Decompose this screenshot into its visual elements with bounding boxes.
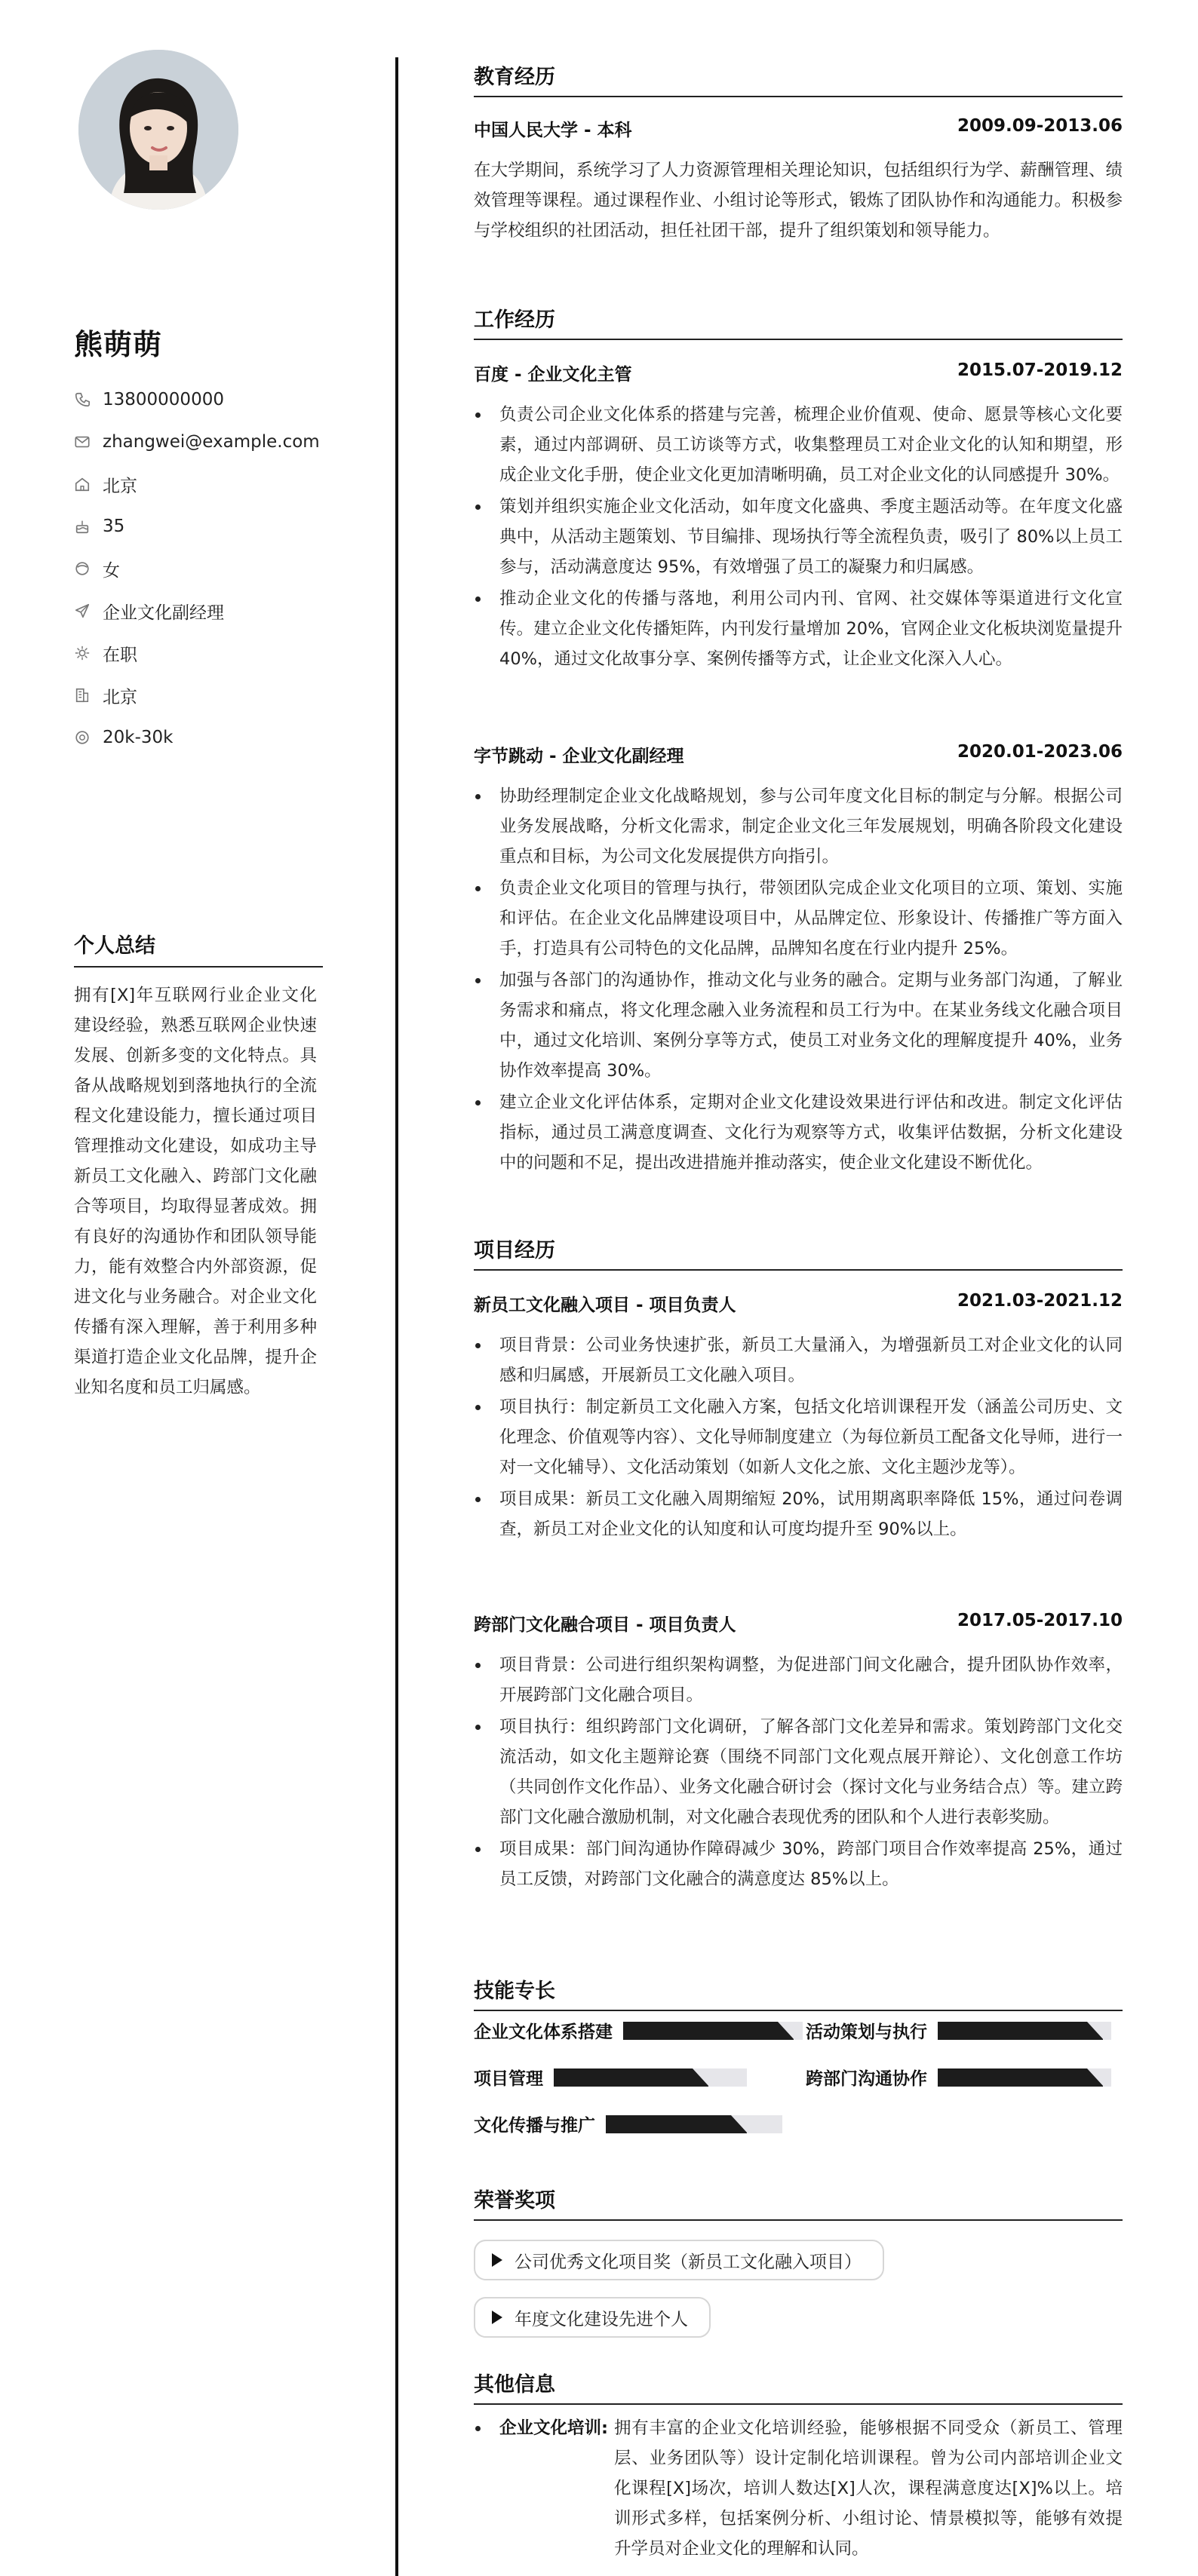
other-text: 拥有丰富的企业文化培训经验，能够根据不同受众（新员工、管理层、业务团队等）设计定制化培训课程。曾为公司内部培训企业文化课程[X]场次，培训人数达[X]人次，课程满意度达[X]%以上。培训形式多样，包括案例分析、小组讨论、情景模拟等，能够有效提升学员对企业文化的理解和认同。 xyxy=(614,2418,1123,2559)
job-bullets xyxy=(474,781,1123,1179)
info-age xyxy=(74,505,323,547)
job-period: 2015.07-2019.12 xyxy=(957,360,1123,380)
skill-item xyxy=(474,2111,782,2136)
skill-bar-fill xyxy=(938,2022,1103,2040)
skill-bar xyxy=(606,2115,782,2133)
skill-label: 活动策划与执行 xyxy=(806,2022,927,2042)
education-desc: 在大学期间，系统学习了人力资源管理相关理论知识，包括组织行为学、薪酬管理、绩效管理等课程。通过课程作业、小组讨论等形式，锻炼了团队协作和沟通能力。积极参与学校组织的社团活动，担任社团干部，提升了组织策划和领导能力。 xyxy=(474,161,1123,241)
info-location xyxy=(74,463,323,505)
job-title: 字节跳动 - 企业文化副经理 xyxy=(474,747,684,766)
award-item xyxy=(474,2240,884,2280)
list-item xyxy=(474,2413,1123,2564)
section-title-awards: 荣誉奖项 xyxy=(474,2184,1123,2221)
summary-text: 拥有[X]年互联网行业企业文化建设经验，熟悉互联网企业快速发展、创新多变的文化特点。具备从战略规划到落地执行的全流程文化建设能力，擅长通过项目管理推动文化建设，如成功主导新员工文化融入、跨部门文化融合等项目，均取得显著成效。拥有良好的沟通协作和团队领导能力，能有效整合内外部资源，促进文化与业务融合。对企业文化传播有深入理解，善于利用多种渠道打造企业文化品牌，提升企业知名度和员工归属感。 xyxy=(74,986,317,1397)
column-divider xyxy=(395,57,398,2576)
position-text: 企业文化副经理 xyxy=(103,603,224,623)
section-title-skills: 技能专长 xyxy=(474,1974,1123,2011)
skill-item xyxy=(474,2065,747,2090)
list-item: 策划并组织实施企业文化活动，如年度文化盛典、季度主题活动等。在年度文化盛典中，从活动主题策划、节目编排、现场执行等全流程负责，吸引了 80%以上员工参与，活动满意度达 95%，有效增强了员工的凝聚力和归属感。 xyxy=(474,492,1123,582)
list-item: 项目背景：公司进行组织架构调整，为促进部门间文化融合，提升团队协作效率，开展跨部门文化融合项目。 xyxy=(474,1650,1123,1710)
home-icon xyxy=(74,476,91,492)
skill-label: 企业文化体系搭建 xyxy=(474,2022,613,2042)
project-period: 2021.03-2021.12 xyxy=(957,1291,1123,1311)
list-item: 项目成果：部门间沟通协作障碍减少 30%，跨部门项目合作效率提高 25%，通过员工反馈，对跨部门文化融合的满意度达 85%以上。 xyxy=(474,1834,1123,1894)
avatar xyxy=(78,50,238,210)
status-icon xyxy=(74,645,91,661)
award-text: 年度文化建设先进个人 xyxy=(515,2309,688,2329)
skill-bar-fill xyxy=(938,2068,1103,2087)
section-title-projects: 项目经历 xyxy=(474,1234,1123,1271)
skill-bar-fill xyxy=(606,2115,747,2133)
email-text: zhangwei@example.com xyxy=(103,432,320,452)
phone-text: 13800000000 xyxy=(103,390,224,409)
status-text: 在职 xyxy=(103,645,137,665)
skill-bar xyxy=(938,2068,1111,2087)
skill-bar-fill xyxy=(623,2022,794,2040)
info-gender xyxy=(74,547,323,590)
project-period: 2017.05-2017.10 xyxy=(957,1611,1123,1630)
award-item xyxy=(474,2297,711,2338)
info-position xyxy=(74,590,323,632)
list-item: 建立企业文化评估体系，定期对企业文化建设效果进行评估和改进。制定文化评估指标，通过员工满意度调查、文化行为观察等方式，收集评估数据，分析文化建设中的问题和不足，提出改进措施并推动落实，使企业文化建设不断优化。 xyxy=(474,1087,1123,1178)
other-label: 企业文化培训: xyxy=(499,2418,608,2438)
building-icon xyxy=(74,687,91,704)
project-bullets xyxy=(474,1330,1123,1546)
section-title-education: 教育经历 xyxy=(474,60,1123,97)
skill-bar xyxy=(938,2022,1111,2040)
project-title: 跨部门文化融合项目 - 项目负责人 xyxy=(474,1615,736,1635)
skill-item xyxy=(474,2018,803,2043)
location-text: 北京 xyxy=(103,476,137,496)
job-head xyxy=(474,742,1123,767)
list-item: 负责公司企业文化体系的搭建与完善，梳理企业价值观、使命、愿景等核心文化要素，通过内部调研、员工访谈等方式，收集整理员工对企业文化的认知和期望，形成企业文化手册，使企业文化更加清晰明确，员工对企业文化的认同感提升 30%。 xyxy=(474,400,1123,490)
skill-label: 项目管理 xyxy=(474,2069,543,2089)
list-item: 加强与各部门的沟通协作，推动文化与业务的融合。定期与业务部门沟通，了解业务需求和痛点，将文化理念融入业务流程和员工行为中。在某业务线文化融合项目中，通过文化培训、案例分享等方式，使员工对业务文化的理解度提升 40%，业务协作效率提高 30%。 xyxy=(474,965,1123,1086)
other-info xyxy=(474,2413,1123,2564)
project-bullets xyxy=(474,1650,1123,1896)
send-icon xyxy=(74,603,91,619)
skill-item xyxy=(806,2065,1111,2090)
education-head xyxy=(474,116,1123,141)
skill-label: 跨部门沟通协作 xyxy=(806,2069,927,2089)
project-head xyxy=(474,1611,1123,1636)
job-head xyxy=(474,360,1123,385)
phone-icon xyxy=(74,391,91,408)
mail-icon xyxy=(74,434,91,450)
skill-bar xyxy=(554,2068,747,2087)
list-item: 项目执行：制定新员工文化融入方案，包括文化培训课程开发（涵盖公司历史、文化理念、价值观等内容）、文化导师制度建立（为每位新员工配备文化导师，进行一对一文化辅导）、文化活动策划（如新人文化之旅、文化主题沙龙等）。 xyxy=(474,1392,1123,1483)
section-title-other: 其他信息 xyxy=(474,2368,1123,2405)
skill-bar xyxy=(623,2022,803,2040)
info-phone xyxy=(74,379,323,421)
list-item: 项目成果：新员工文化融入周期缩短 20%，试用期离职率降低 15%，通过问卷调查，新员工对企业文化的认知度和认可度均提升至 90%以上。 xyxy=(474,1484,1123,1544)
education-period: 2009.09-2013.06 xyxy=(957,116,1123,136)
gender-icon xyxy=(74,560,91,577)
age-text: 35 xyxy=(103,517,125,536)
salary-text: 20k-30k xyxy=(103,728,174,747)
list-item: 协助经理制定企业文化战略规划，参与公司年度文化目标的制定与分解。根据公司业务发展战略，分析文化需求，制定企业文化三年发展规划，明确各阶段文化建设重点和目标，为公司文化发展提供方向指引。 xyxy=(474,781,1123,872)
education-school: 中国人民大学 - 本科 xyxy=(474,121,632,140)
list-item: 项目执行：组织跨部门文化调研，了解各部门文化差异和需求。策划跨部门文化交流活动，如文化主题辩论赛（围绕不同部门文化观点展开辩论）、文化创意工作坊（共同创作文化作品）、业务文化融合研讨会（探讨文化与业务结合点）等。建立跨部门文化融合激励机制，对文化融合表现优秀的团队和个人进行表彰奖励。 xyxy=(474,1712,1123,1832)
list-item: 项目背景：公司业务快速扩张，新员工大量涌入，为增强新员工对企业文化的认同感和归属感，开展新员工文化融入项目。 xyxy=(474,1330,1123,1391)
info-status xyxy=(74,632,323,674)
project-title: 新员工文化融入项目 - 项目负责人 xyxy=(474,1296,736,1315)
skill-bar-fill xyxy=(554,2068,708,2087)
section-title-work: 工作经历 xyxy=(474,303,1123,340)
contact-info xyxy=(74,379,323,759)
play-icon xyxy=(492,2253,502,2267)
summary-title: 个人总结 xyxy=(74,929,323,968)
job-title: 百度 - 企业文化主管 xyxy=(474,365,632,385)
cake-icon xyxy=(74,518,91,535)
candidate-name: 熊萌萌 xyxy=(74,328,163,361)
gender-text: 女 xyxy=(103,560,120,581)
skill-label: 文化传播与推广 xyxy=(474,2116,595,2136)
job-period: 2020.01-2023.06 xyxy=(957,742,1123,762)
award-text: 公司优秀文化项目奖（新员工文化融入项目） xyxy=(515,2252,862,2272)
project-head xyxy=(474,1291,1123,1316)
job-bullets xyxy=(474,400,1123,676)
info-salary xyxy=(74,716,323,759)
play-icon xyxy=(492,2311,502,2324)
skill-item xyxy=(806,2018,1111,2043)
info-city xyxy=(74,674,323,716)
info-email xyxy=(74,421,323,463)
salary-icon xyxy=(74,729,91,746)
city-text: 北京 xyxy=(103,687,137,707)
list-item: 负责企业文化项目的管理与执行，带领团队完成企业文化项目的立项、策划、实施和评估。在企业文化品牌建设项目中，从品牌定位、形象设计、传播推广等方面入手，打造具有公司特色的文化品牌，品牌知名度在行业内提升 25%。 xyxy=(474,873,1123,964)
list-item: 推动企业文化的传播与落地，利用公司内刊、官网、社交媒体等渠道进行文化宣传。建立企业文化传播矩阵，内刊发行量增加 20%，官网企业文化板块浏览量提升 40%，通过文化故事分享、案例传播等方式，让企业文化深入人心。 xyxy=(474,584,1123,674)
